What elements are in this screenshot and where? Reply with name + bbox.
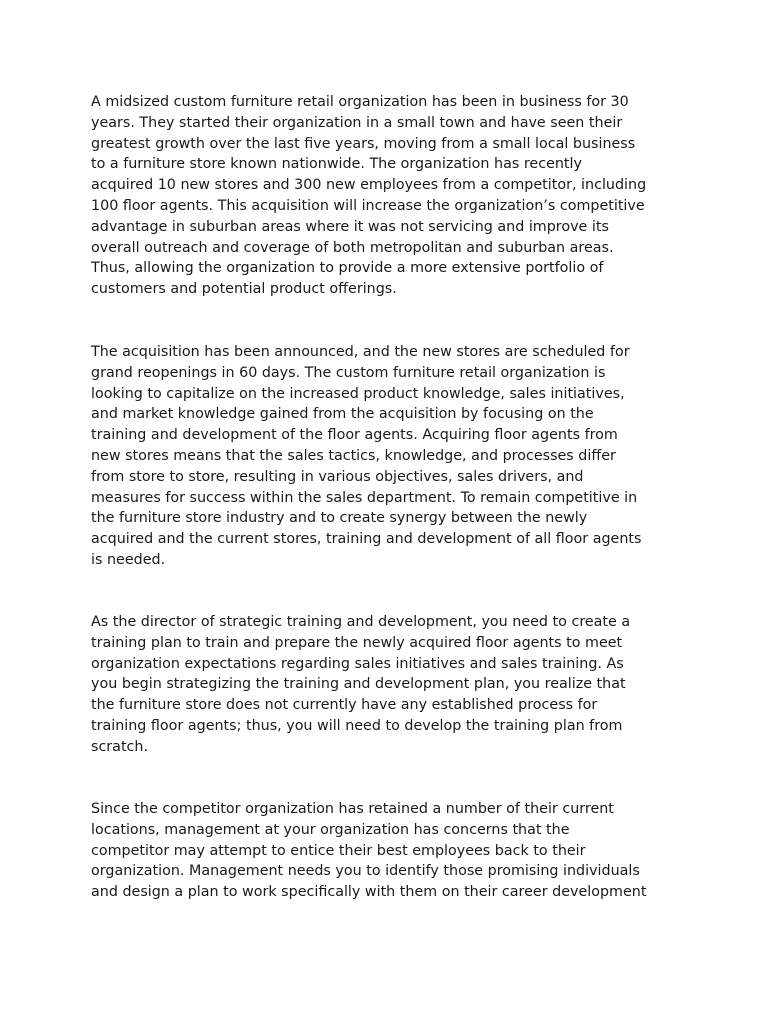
paragraph-acquisition-background [91,92,681,300]
text-line: 100 floor agents. This acquisition will increase the organization’s competitive [91,197,645,214]
paragraph-director-role [91,612,681,758]
paragraph-retention-concerns [91,799,681,903]
text-line: competitor may attempt to entice their best employees back to their [91,842,586,859]
text-line: A midsized custom furniture retail organization has been in business for 30 [91,94,629,110]
text-line: from store to store, resulting in various objectives, sales drivers, and [91,468,584,485]
text-line: organization expectations regarding sales initiatives and sales training. As [91,655,624,672]
text-line: advantage in suburban areas where it was not servicing and improve its [91,218,609,235]
text-line: The acquisition has been announced, and the new stores are scheduled for [91,344,630,360]
text-line: the furniture store does not currently have any established process for [91,697,598,714]
text-line: organization. Management needs you to identify those promising individuals [91,863,640,880]
text-line: and design a plan to work specifically with them on their career development [91,884,647,901]
text-line: Since the competitor organization has retained a number of their current [91,801,614,817]
text-line: is needed. [91,551,166,568]
text-line: looking to capitalize on the increased product knowledge, sales initiatives, [91,385,625,402]
text-line: training floor agents; thus, you will need to develop the training plan from [91,717,623,734]
text-line: acquired 10 new stores and 300 new employees from a competitor, including [91,177,647,194]
paragraph-acquisition-announcement [91,342,681,571]
text-line: to a furniture store known nationwide. The organization has recently [91,156,582,173]
text-line: As the director of strategic training and development, you need to create a [91,614,631,630]
text-line: grand reopenings in 60 days. The custom furniture retail organization is [91,364,606,381]
text-line: and market knowledge gained from the acquisition by focusing on the [91,406,594,423]
text-line: greatest growth over the last five years, moving from a small local business [91,135,636,152]
text-line: Thus, allowing the organization to provide a more extensive portfolio of [91,260,604,277]
text-line: customers and potential product offerings. [91,281,397,298]
text-line: acquired and the current stores, training and development of all floor agents [91,531,642,548]
text-line: you begin strategizing the training and development plan, you realize that [91,676,626,693]
text-line: years. They started their organization in a small town and have seen their [91,114,623,131]
text-line: locations, management at your organization has concerns that the [91,821,570,838]
text-line: new stores means that the sales tactics, knowledge, and processes differ [91,447,616,464]
text-line: overall outreach and coverage of both metropolitan and suburban areas. [91,239,614,256]
text-line: scratch. [91,738,149,755]
text-line: training plan to train and prepare the newly acquired floor agents to meet [91,634,623,651]
text-line: measures for success within the sales department. To remain competitive in [91,489,638,506]
text-line: training and development of the floor agents. Acquiring floor agents from [91,427,618,444]
text-line: the furniture store industry and to create synergy between the newly [91,510,588,527]
